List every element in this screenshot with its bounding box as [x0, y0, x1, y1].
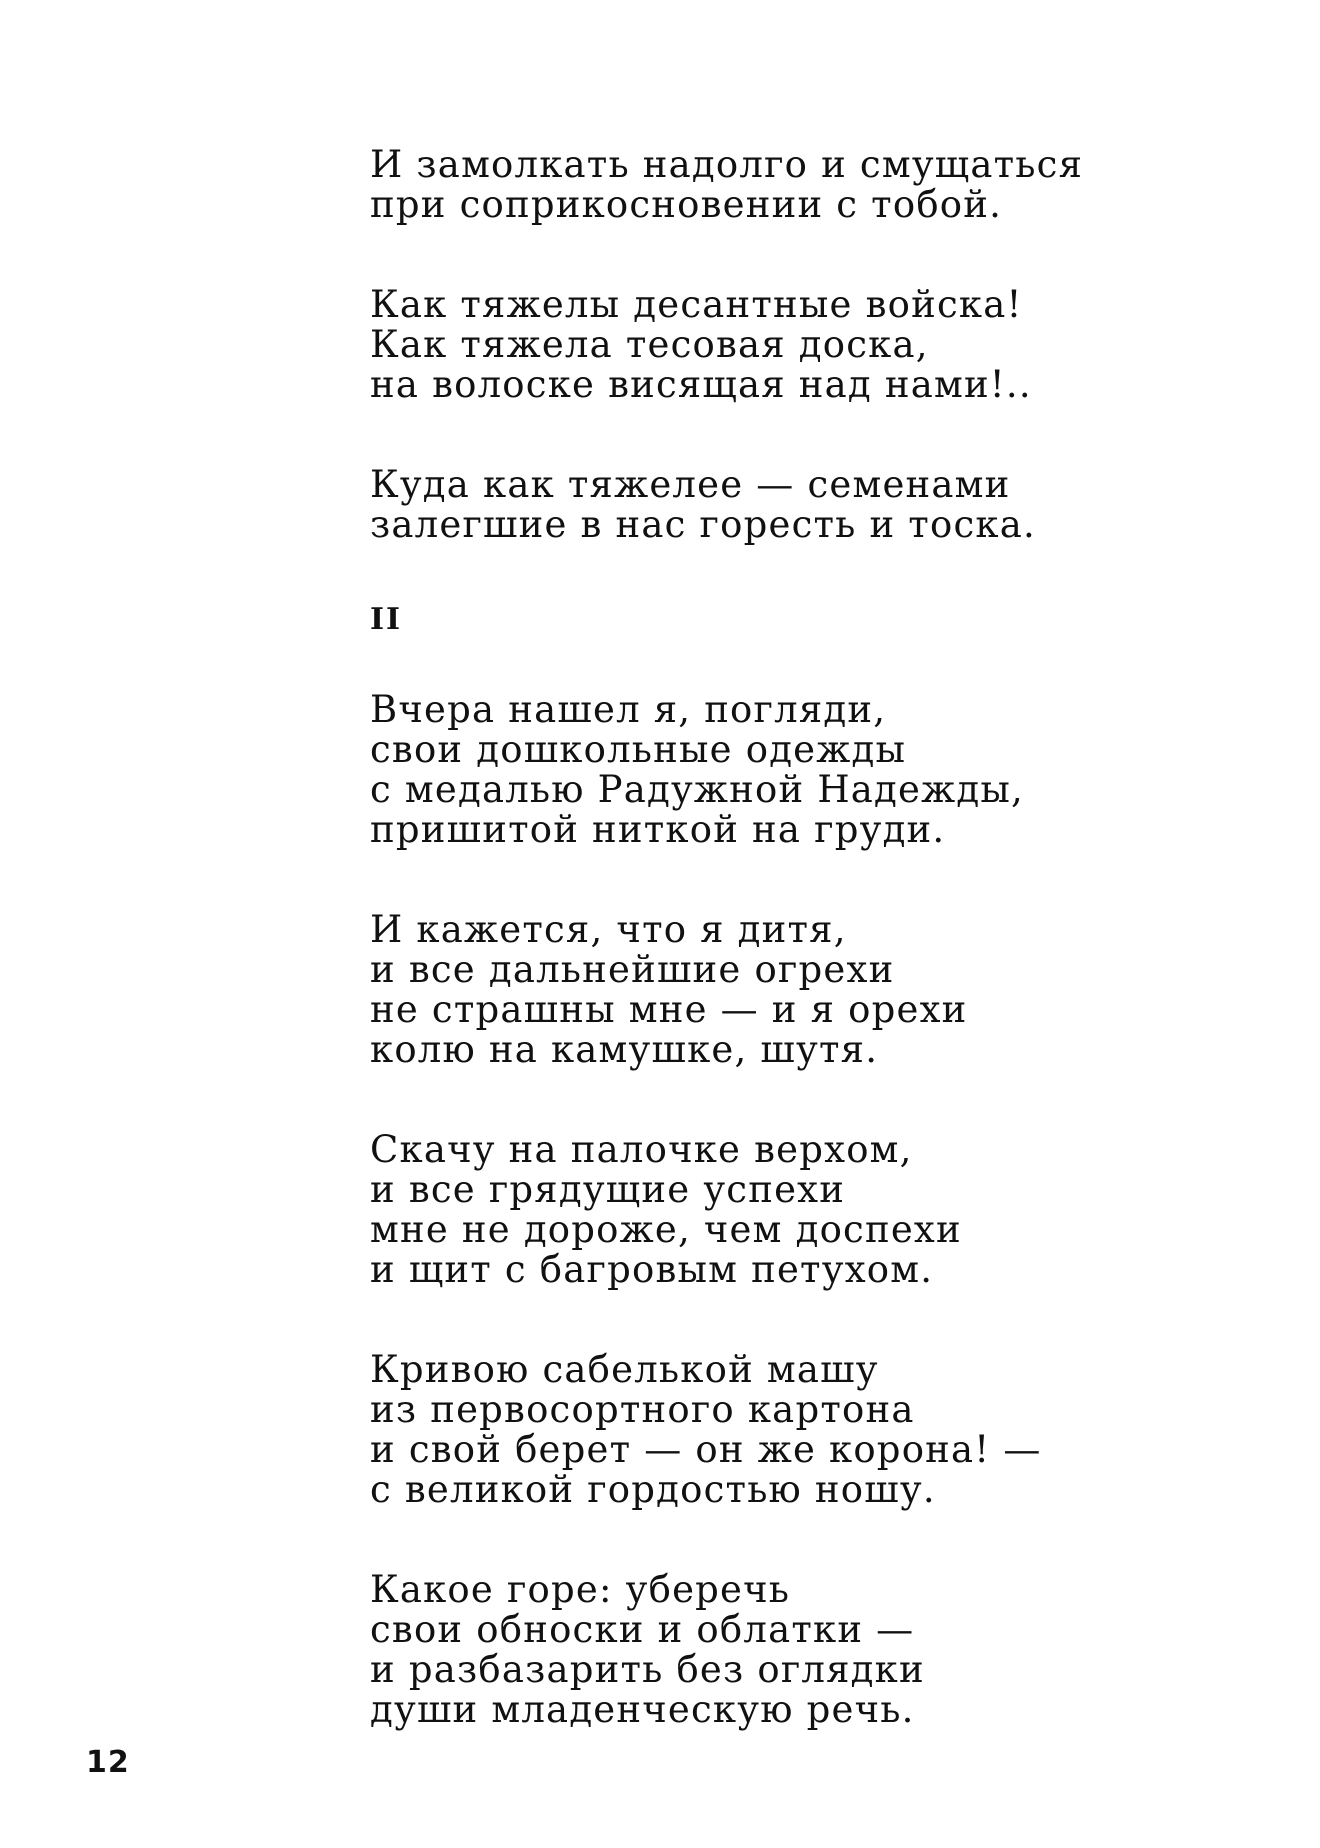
stanza-3	[370, 465, 1250, 545]
stanza-8	[370, 1570, 1250, 1730]
stanza-4	[370, 690, 1250, 850]
stanza-5	[370, 910, 1250, 1070]
poem-line: с медалью Радужной Надежды,	[370, 768, 1024, 811]
poem-line: Как тяжела тесовая доска,	[370, 323, 929, 366]
poem-line: и свой берет — он же корона! —	[370, 1428, 1042, 1471]
poem-line: и щит с багровым петухом.	[370, 1248, 934, 1291]
poem-line: колю на камушке, шутя.	[370, 1028, 879, 1071]
poem-line: свои дошкольные одежды	[370, 728, 907, 771]
poem-line: Вчера нашел я, погляди,	[370, 688, 887, 731]
poem-line: свои обноски и облатки —	[370, 1608, 915, 1651]
stanza-6	[370, 1130, 1250, 1290]
poem-line: залегшие в нас горесть и тоска.	[370, 503, 1036, 546]
poem-line: Куда как тяжелее — семенами	[370, 463, 1011, 506]
poem-line: и все грядущие успехи	[370, 1168, 846, 1211]
poem-line: из первосортного картона	[370, 1388, 915, 1431]
page-number: 12	[86, 1745, 130, 1780]
poem-line: Скачу на палочке верхом,	[370, 1128, 913, 1171]
poem-line: Как тяжелы десантные войска!	[370, 283, 1023, 326]
poem-line: и все дальнейшие огрехи	[370, 948, 895, 991]
poem-line: и разбазарить без оглядки	[370, 1648, 925, 1691]
stanza-1	[370, 145, 1250, 225]
poem-line: не страшны мне — и я орехи	[370, 988, 968, 1031]
poem-line: Какое горе: уберечь	[370, 1568, 791, 1611]
poem-line: И кажется, что я дитя,	[370, 908, 847, 951]
poem-line: при соприкосновении с тобой.	[370, 183, 1003, 226]
stanza-7	[370, 1350, 1250, 1510]
stanza-2	[370, 285, 1250, 405]
poem-line: мне не дороже, чем доспехи	[370, 1208, 962, 1251]
poem-line: на волоске висящая над нами!..	[370, 363, 1032, 406]
poem-line: И замолкать надолго и смущаться	[370, 143, 1084, 186]
poem-line: с великой гордостью ношу.	[370, 1468, 936, 1511]
poem-line: Кривою сабелькой машу	[370, 1348, 879, 1391]
poem-line: пришитой ниткой на груди.	[370, 808, 946, 851]
poem-line: души младенческую речь.	[370, 1688, 915, 1731]
section-number: II	[370, 602, 403, 637]
poem-text	[370, 145, 1250, 1730]
